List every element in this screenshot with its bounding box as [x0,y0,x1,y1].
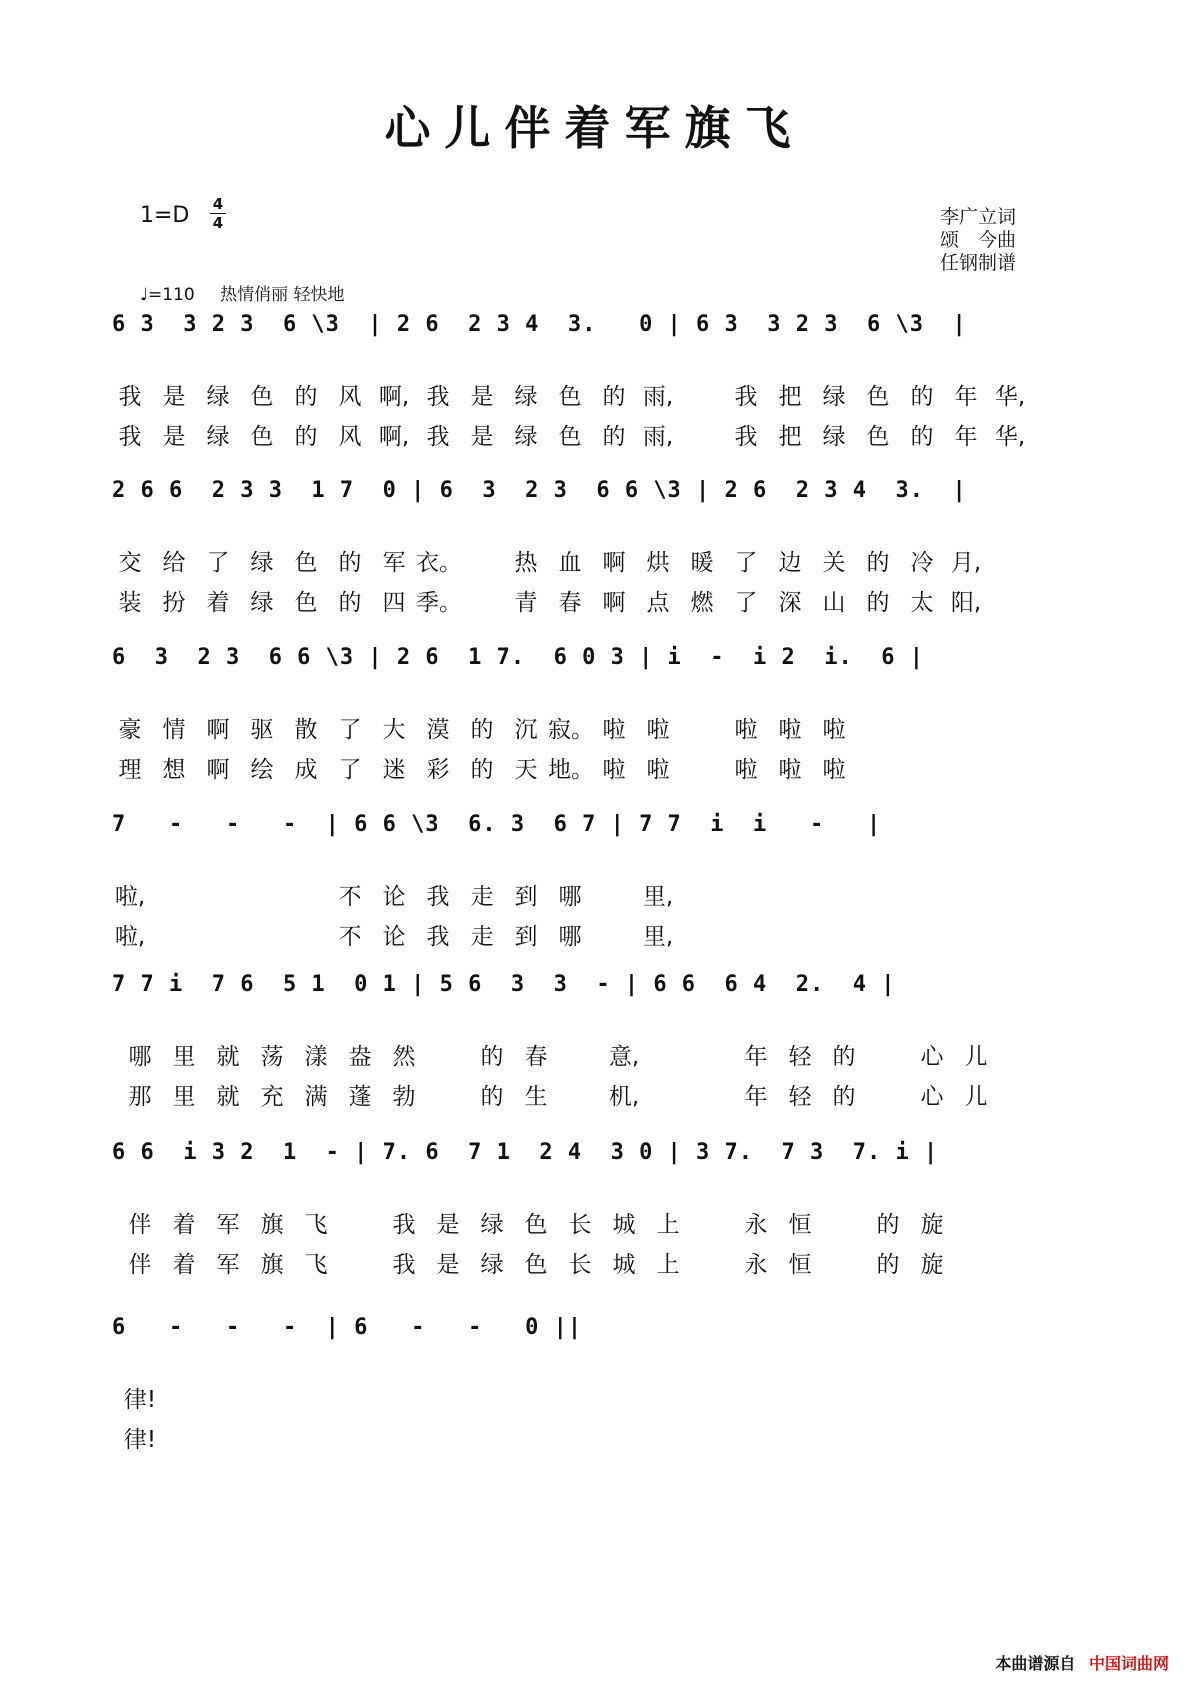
lyric-syllable: 不 [338,924,362,950]
lyric-syllable: 的 [480,1084,504,1110]
lyric-syllable: 漠 [426,717,450,743]
lyric-syllable: 的 [876,1252,900,1278]
lyric-syllable: 雨, [642,424,674,450]
lyric-syllable: 是 [470,384,494,410]
lyric-syllable: 长 [568,1212,592,1238]
lyric-syllable: 是 [162,384,186,410]
lyric-syllable: 把 [778,424,802,450]
lyric-line-1 [108,378,1032,411]
lyric-syllable: 扮 [162,590,186,616]
lyric-syllable: 军 [382,550,406,576]
lyric-line-1 [108,544,988,577]
lyric-syllable: 色 [250,424,274,450]
lyric-syllable: 彩 [426,757,450,783]
song-title: 心儿伴着军旗飞 [384,101,805,155]
lyric-syllable: 的 [338,590,362,616]
lyric-syllable: 不 [338,884,362,910]
lyric-line-2 [118,1078,998,1111]
lyric-syllable: 勃 [392,1084,416,1110]
lyric-syllable: 到 [514,924,538,950]
lyric-syllable: 深 [778,590,802,616]
lyric-syllable: 哪 [558,924,582,950]
notation-line: 6 3 2 3 6 6 \3 | 2 6 1 7. 6 0 3 | i - i 2 i. 6 | [112,645,924,670]
lyric-syllable: 飞 [304,1252,328,1278]
lyric-syllable: 的 [602,384,626,410]
tempo-bpm: ♩=110 [140,285,195,305]
lyric-syllable: 的 [470,717,494,743]
lyric-syllable: 着 [172,1212,196,1238]
lyric-line-1 [108,711,856,744]
lyric-syllable: 我 [734,384,758,410]
lyric-line-2 [118,1421,162,1454]
lyric-syllable: 绿 [822,424,846,450]
footer-brand: 中国词曲网 [1088,1654,1169,1673]
lyric-syllable: 军 [216,1212,240,1238]
lyric-syllable: 着 [206,590,230,616]
lyric-syllable: 的 [480,1044,504,1070]
lyric-syllable: 绿 [206,384,230,410]
lyric-syllable: 儿 [964,1084,988,1110]
lyric-syllable: 我 [426,924,450,950]
lyric-syllable: 啦 [778,717,802,743]
lyric-syllable: 山 [822,590,846,616]
lyric-syllable: 绘 [250,757,274,783]
lyric-syllable: 驱 [250,717,274,743]
lyric-syllable: 绿 [250,590,274,616]
lyric-syllable: 绿 [514,384,538,410]
lyric-syllable: 衣。 [416,550,462,576]
lyric-syllable: 了 [206,550,230,576]
lyric-syllable: 燃 [690,590,714,616]
lyric-syllable: 啦 [602,757,626,783]
lyric-syllable: 里, [642,884,674,910]
lyric-syllable: 是 [436,1252,460,1278]
lyric-syllable: 青 [514,590,538,616]
lyric-syllable: 我 [734,424,758,450]
lyric-syllable: 旋 [920,1252,944,1278]
lyric-syllable: 的 [832,1044,856,1070]
lyric-syllable: 成 [294,757,318,783]
lyric-syllable: 长 [568,1252,592,1278]
lyric-syllable: 的 [294,424,318,450]
lyric-syllable: 论 [382,924,406,950]
notation-line: 7 - - - | 6 6 \3 6. 3 6 7 | 7 7 i i - | [112,812,882,837]
lyric-line-1 [118,1381,162,1414]
lyric-syllable: 装 [118,590,142,616]
lyric-syllable: 冷 [910,550,934,576]
lyric-syllable: 交 [118,550,142,576]
lyric-syllable: 是 [162,424,186,450]
lyric-syllable: 旗 [260,1252,284,1278]
lyric-syllable: 城 [612,1252,636,1278]
lyric-syllable: 永 [744,1252,768,1278]
lyric-syllable: 啦 [646,757,670,783]
lyric-syllable: 就 [216,1084,240,1110]
lyric-syllable: 里, [642,924,674,950]
lyric-syllable: 年 [954,424,978,450]
lyric-syllable: 年 [744,1084,768,1110]
lyric-syllable: 绿 [250,550,274,576]
lyric-syllable: 哪 [558,884,582,910]
lyric-syllable: 的 [910,384,934,410]
lyric-syllable: 色 [558,424,582,450]
lyric-syllable: 了 [338,717,362,743]
lyric-syllable: 想 [162,757,186,783]
lyric-syllable: 啦 [646,717,670,743]
lyric-syllable: 雨, [642,384,674,410]
lyric-syllable: 是 [470,424,494,450]
lyric-line-1 [108,878,680,911]
lyric-syllable: 寂。 [548,717,594,743]
lyric-syllable: 给 [162,550,186,576]
lyric-syllable: 我 [426,884,450,910]
notation-line: 6 6 i 3 2 1 - | 7. 6 7 1 2 4 3 0 | 3 7. 7 3 7. i | [112,1140,939,1165]
lyric-syllable: 的 [470,757,494,783]
lyric-syllable: 的 [876,1212,900,1238]
lyric-syllable: 论 [382,884,406,910]
lyric-syllable: 啊 [206,717,230,743]
lyric-syllable: 我 [118,384,142,410]
lyric-line-2 [108,918,680,951]
lyric-syllable: 绿 [822,384,846,410]
lyric-syllable: 上 [656,1212,680,1238]
lyric-syllable: 啦 [778,757,802,783]
credits [940,206,1016,275]
lyric-syllable: 绿 [514,424,538,450]
notation-line: 6 3 3 2 3 6 \3 | 2 6 2 3 4 3. 0 | 6 3 3 2 3 6 \3 | [112,312,967,337]
lyric-syllable: 我 [118,424,142,450]
lyric-syllable: 边 [778,550,802,576]
lyric-syllable: 机, [608,1084,640,1110]
lyric-syllable: 伴 [128,1212,152,1238]
lyric-syllable: 风 [338,384,362,410]
lyric-syllable: 豪 [118,717,142,743]
lyric-syllable: 了 [734,590,758,616]
lyric-line-2 [108,418,1032,451]
lyric-syllable: 蓬 [348,1084,372,1110]
lyric-syllable: 啊, [378,424,410,450]
lyric-syllable: 旋 [920,1212,944,1238]
lyric-syllable: 是 [436,1212,460,1238]
lyric-syllable: 烘 [646,550,670,576]
lyric-syllable: 了 [734,550,758,576]
lyric-syllable: 啊 [206,757,230,783]
lyric-syllable: 啦 [602,717,626,743]
lyric-syllable: 阳, [950,590,982,616]
lyric-syllable: 的 [910,424,934,450]
lyric-syllable: 我 [426,424,450,450]
time-signature [210,196,226,231]
lyric-syllable: 色 [866,384,890,410]
lyric-syllable: 啦, [114,924,146,950]
time-signature-top: 4 [212,195,224,213]
lyric-syllable: 律! [123,1387,157,1413]
lyric-syllable: 荡 [260,1044,284,1070]
lyric-syllable: 生 [524,1084,548,1110]
lyric-syllable: 散 [294,717,318,743]
lyric-line-2 [108,584,988,617]
lyric-syllable: 啊 [602,550,626,576]
lyric-syllable: 啦, [114,884,146,910]
lyric-syllable: 的 [294,384,318,410]
time-signature-bottom: 4 [212,214,224,232]
lyric-syllable: 我 [392,1212,416,1238]
notation-line: 2 6 6 2 3 3 1 7 0 | 6 3 2 3 6 6 \3 | 2 6 2 3 4 3. | [112,478,967,503]
footer-source-text: 本曲谱源自 [995,1654,1076,1673]
lyric-syllable: 的 [602,424,626,450]
lyric-syllable: 血 [558,550,582,576]
lyric-syllable: 啊, [378,384,410,410]
lyric-syllable: 漾 [304,1044,328,1070]
lyric-syllable: 恒 [788,1212,812,1238]
lyric-syllable: 的 [832,1084,856,1110]
lyric-syllable: 的 [866,590,890,616]
lyric-syllable: 啦 [734,717,758,743]
lyric-syllable: 军 [216,1252,240,1278]
lyric-syllable: 月, [950,550,982,576]
lyric-syllable: 恒 [788,1252,812,1278]
lyric-line-1 [118,1206,954,1239]
notation-line: 7 7 i 7 6 5 1 0 1 | 5 6 3 3 - | 6 6 6 4 2. 4 | [112,972,896,997]
lyric-syllable: 关 [822,550,846,576]
tempo-expression: 热情俏丽 轻快地 [220,285,345,305]
lyric-syllable: 色 [524,1252,548,1278]
footer-source [995,1651,1169,1674]
lyric-syllable: 充 [260,1084,284,1110]
lyric-syllable: 轻 [788,1084,812,1110]
lyric-syllable: 大 [382,717,406,743]
lyric-syllable: 绿 [480,1212,504,1238]
lyric-syllable: 哪 [128,1044,152,1070]
lyric-syllable: 走 [470,924,494,950]
lyric-syllable: 律! [123,1427,157,1453]
lyric-syllable: 绿 [206,424,230,450]
lyric-syllable: 季。 [416,590,462,616]
lyric-syllable: 了 [338,757,362,783]
lyric-syllable: 那 [128,1084,152,1110]
lyric-syllable: 色 [294,550,318,576]
lyric-line-2 [108,751,856,784]
lyric-syllable: 华, [994,384,1026,410]
lyric-syllable: 的 [338,550,362,576]
lyric-syllable: 色 [866,424,890,450]
lyric-syllable: 绿 [480,1252,504,1278]
lyric-syllable: 到 [514,884,538,910]
lyric-syllable: 城 [612,1212,636,1238]
notation-line: 6 - - - | 6 - - 0 || [112,1315,583,1340]
lyric-syllable: 沉 [514,717,538,743]
lyric-syllable: 旗 [260,1212,284,1238]
lyric-syllable: 啊 [602,590,626,616]
lyric-syllable: 我 [426,384,450,410]
lyric-syllable: 暖 [690,550,714,576]
lyric-syllable: 伴 [128,1252,152,1278]
key-signature: 1=D [140,203,190,228]
lyric-syllable: 永 [744,1212,768,1238]
lyric-syllable: 啦 [822,717,846,743]
lyric-syllable: 里 [172,1084,196,1110]
lyric-syllable: 意, [608,1044,640,1070]
lyric-syllable: 轻 [788,1044,812,1070]
lyric-line-1 [118,1038,998,1071]
lyric-syllable: 心 [920,1044,944,1070]
lyric-syllable: 着 [172,1252,196,1278]
lyric-syllable: 然 [392,1044,416,1070]
lyric-syllable: 盎 [348,1044,372,1070]
lyric-syllable: 春 [558,590,582,616]
tempo-marking [140,280,365,305]
lyric-syllable: 春 [524,1044,548,1070]
lyric-syllable: 儿 [964,1044,988,1070]
lyric-syllable: 太 [910,590,934,616]
lyric-syllable: 上 [656,1252,680,1278]
lyric-syllable: 年 [744,1044,768,1070]
lyric-syllable: 的 [866,550,890,576]
lyric-syllable: 热 [514,550,538,576]
lyric-syllable: 色 [294,590,318,616]
lyric-line-2 [118,1246,954,1279]
lyric-syllable: 点 [646,590,670,616]
lyric-syllable: 满 [304,1084,328,1110]
lyric-syllable: 四 [382,590,406,616]
lyric-syllable: 啦 [734,757,758,783]
lyric-syllable: 色 [250,384,274,410]
lyric-syllable: 色 [558,384,582,410]
lyric-syllable: 飞 [304,1212,328,1238]
lyric-syllable: 走 [470,884,494,910]
lyric-syllable: 里 [172,1044,196,1070]
lyric-syllable: 心 [920,1084,944,1110]
lyric-syllable: 地。 [548,757,594,783]
lyric-syllable: 理 [118,757,142,783]
lyric-syllable: 情 [162,717,186,743]
lyric-syllable: 华, [994,424,1026,450]
lyric-syllable: 把 [778,384,802,410]
lyric-syllable: 迷 [382,757,406,783]
lyricist-credit: 李广立词 [940,206,1017,228]
composer-credit: 颂 今曲 [940,229,1017,251]
lyric-syllable: 风 [338,424,362,450]
lyric-syllable: 年 [954,384,978,410]
lyric-syllable: 色 [524,1212,548,1238]
transcriber-credit: 任钢制谱 [940,252,1017,274]
lyric-syllable: 我 [392,1252,416,1278]
lyric-syllable: 就 [216,1044,240,1070]
lyric-syllable: 天 [514,757,538,783]
lyric-syllable: 啦 [822,757,846,783]
